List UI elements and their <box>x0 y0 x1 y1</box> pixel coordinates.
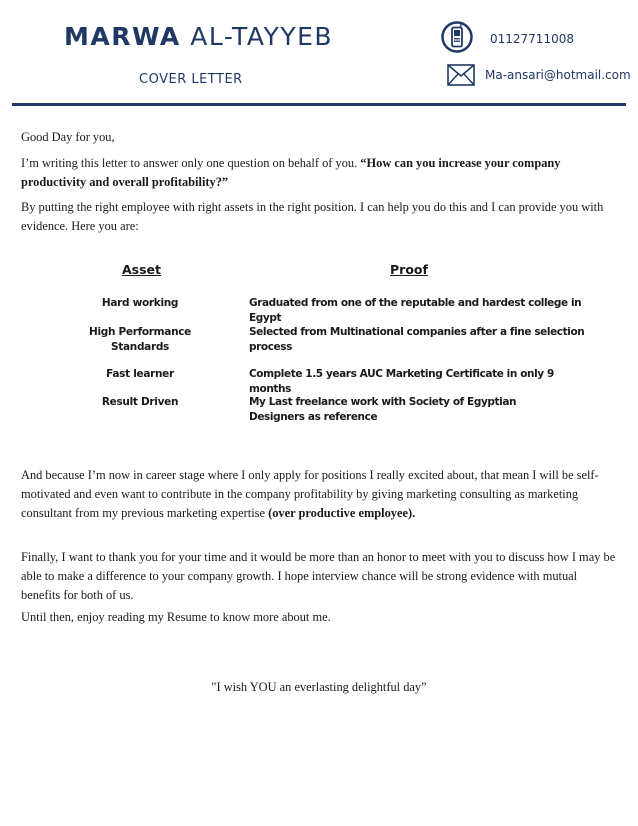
evidence-paragraph: By putting the right employee with right assets in the right position. I can help you do this and I can provide you with evidence. Here you are: <box>21 200 604 233</box>
intro-paragraph <box>21 154 619 192</box>
asset-column-header: Asset <box>122 262 162 277</box>
proof-cell: My Last freelance work with Society of Egyptian Designers as reference <box>249 396 517 423</box>
asset-cell: Fast learner <box>106 368 174 380</box>
asset-cell: High Performance Standards <box>88 326 192 353</box>
candidate-name <box>64 22 333 51</box>
last-name: AL-TAYYEB <box>190 22 334 51</box>
proof-cell: Graduated from one of the reputable and hardest college in Egypt <box>249 297 582 324</box>
envelope-icon <box>447 64 475 86</box>
document-title: COVER LETTER <box>139 72 243 87</box>
proof-cell: Selected from Multinational companies after a fine selection process <box>249 326 585 353</box>
closing-line: Until then, enjoy reading my Resume to know more about me. <box>21 610 331 624</box>
header-divider <box>12 103 626 106</box>
career-paragraph <box>21 466 619 523</box>
closing-quote: "I wish YOU an everlasting delightful day” <box>211 680 427 694</box>
thanks-paragraph: Finally, I want to thank you for your time and it would be more than an honor to meet with you to discuss how I may be able to make a difference to your company growth. I hope interview chance will be strong evidence with mutual benefits for both of us. <box>21 550 616 602</box>
email-address[interactable]: Ma-ansari@hotmail.com <box>485 68 631 82</box>
asset-cell: Hard working <box>101 297 179 309</box>
proof-cell: Complete 1.5 years AUC Marketing Certificate in only 9 months <box>249 368 554 395</box>
intro-question: “How can you increase your company productivity and overall profitability?” <box>21 156 561 189</box>
asset-cell: Result Driven <box>101 396 179 408</box>
proof-column-header: Proof <box>390 262 428 277</box>
greeting: Good Day for you, <box>21 130 115 144</box>
career-emphasis: (over productive employee). <box>268 506 416 520</box>
phone-number[interactable]: 01127711008 <box>490 32 574 46</box>
career-text: And because I’m now in career stage where I only apply for positions I really excited about, that mean I will be self-motivated and even want to contribute in the company profitability by giving marketing consulting as marketing consultant from my previous marketing expertise <box>21 468 599 520</box>
intro-text: I’m writing this letter to answer only one question on behalf of you. <box>21 156 361 170</box>
first-name: MARWA <box>64 22 181 51</box>
mobile-phone-icon <box>441 21 473 53</box>
